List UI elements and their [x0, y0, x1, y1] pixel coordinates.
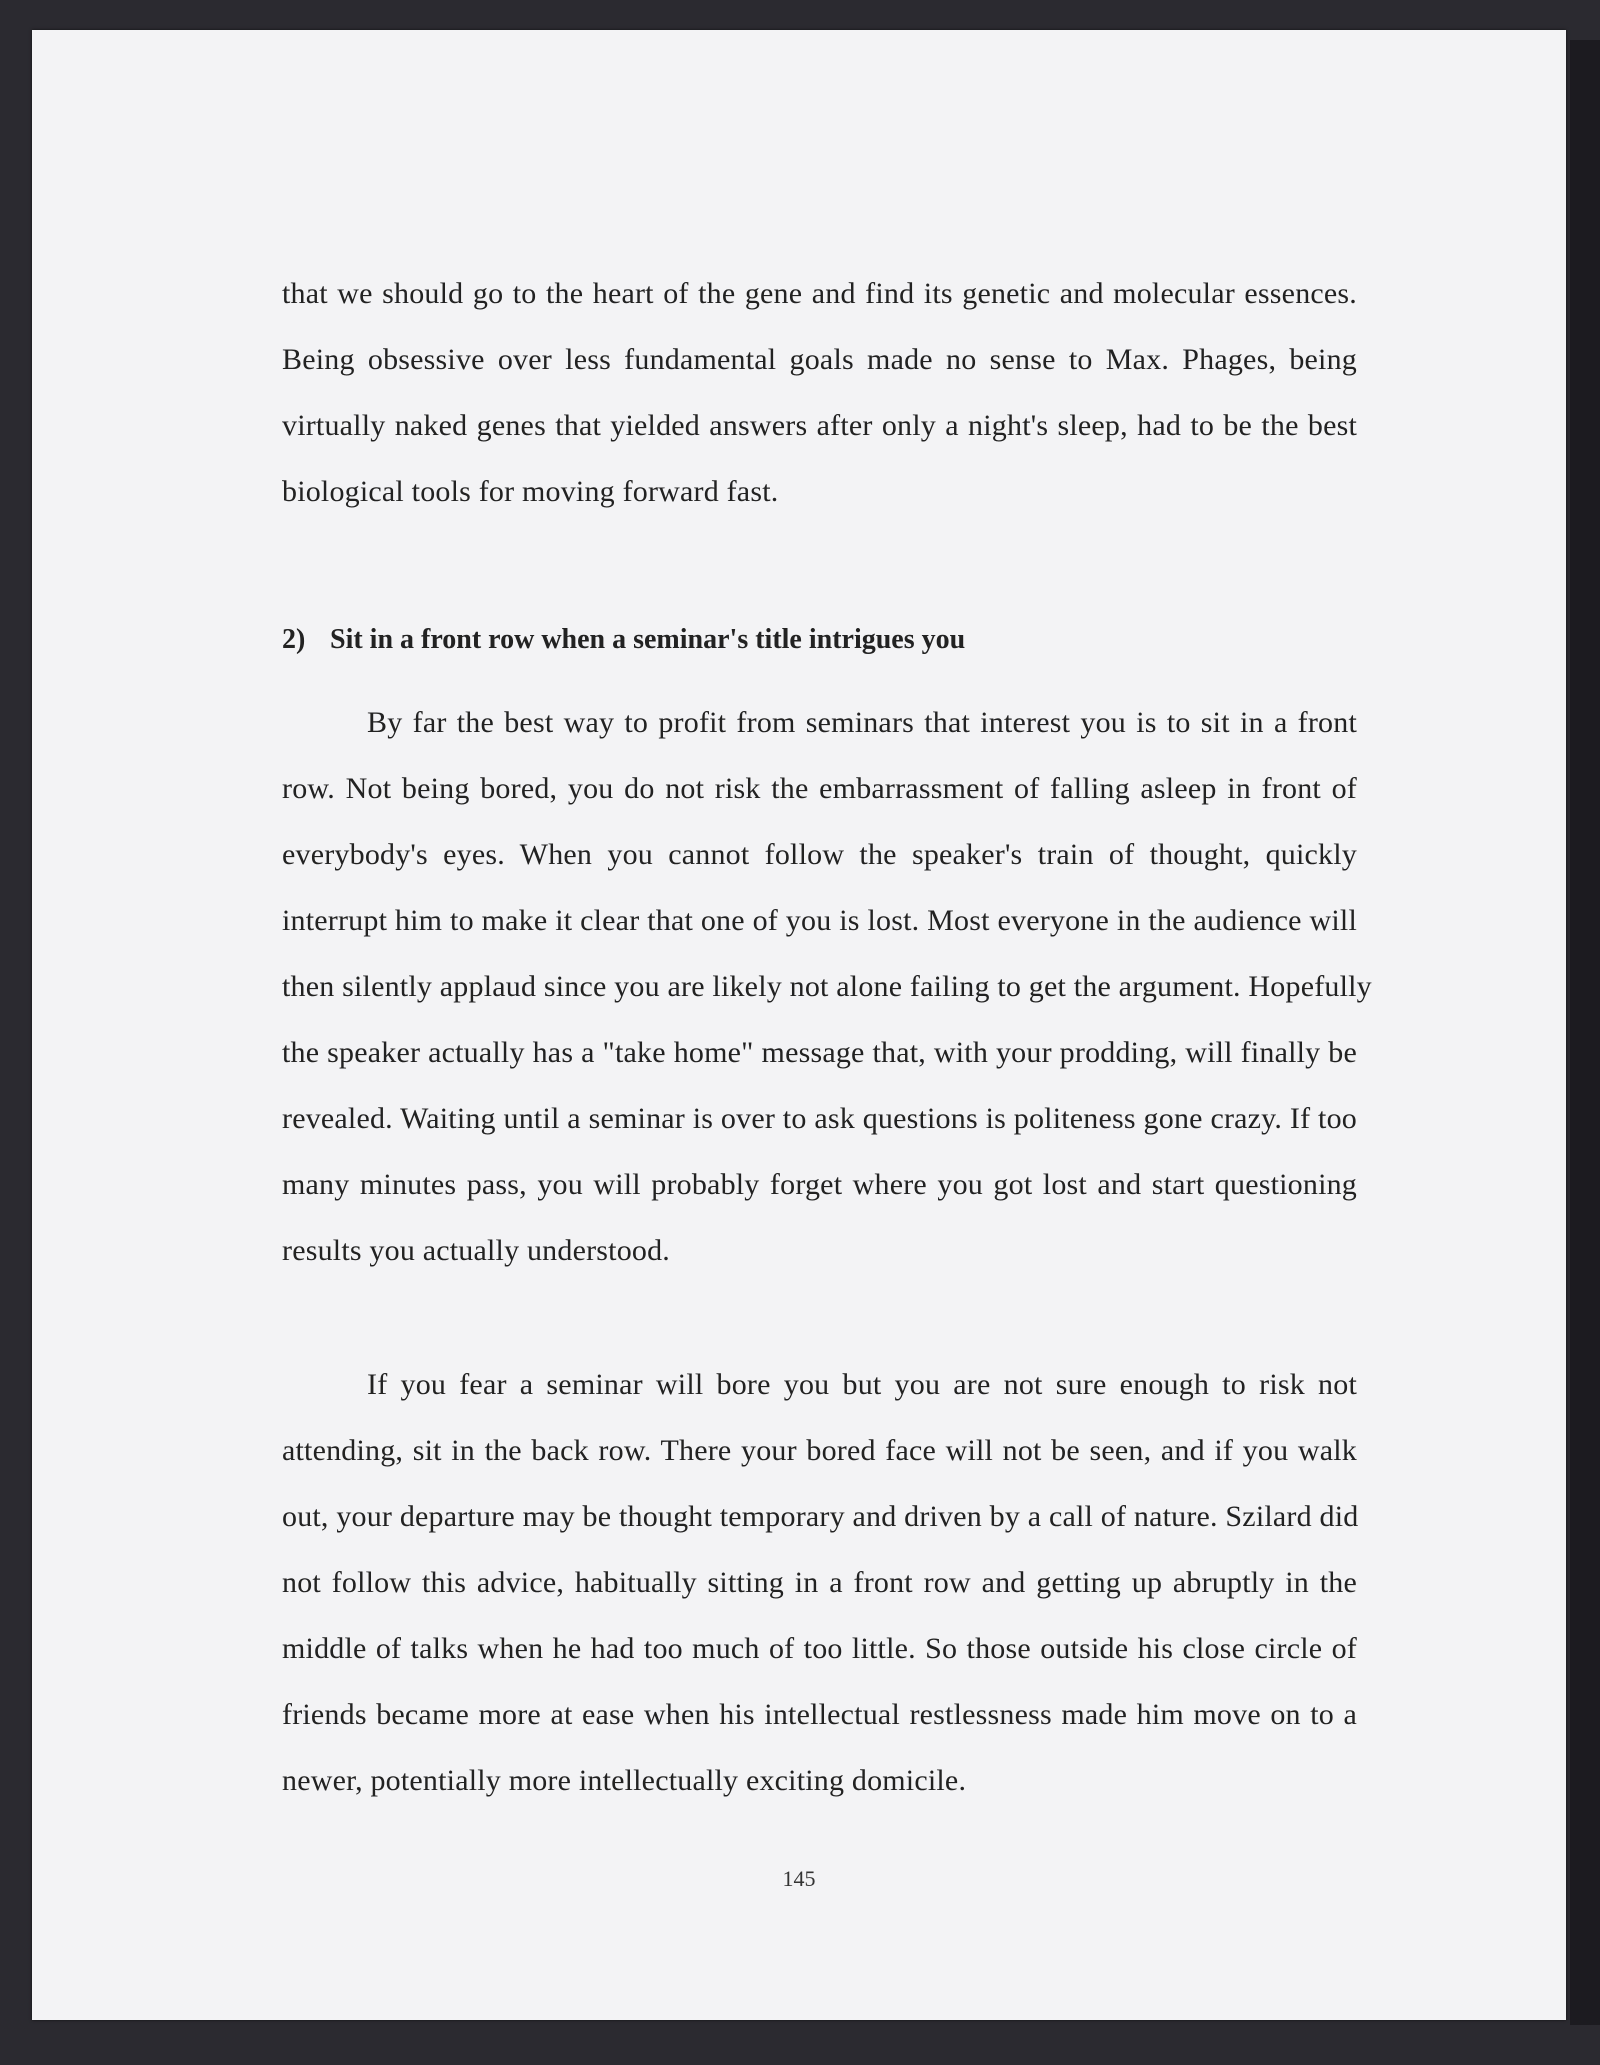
body-text-line: out, your departure may be thought temporary and driven by a call of nature. Szilard did [282, 1500, 1359, 1533]
body-text-line: the speaker actually has a "take home" message that, with your prodding, will finally be [282, 1036, 1357, 1069]
body-text-line: biological tools for moving forward fast. [282, 475, 779, 508]
document-page [32, 30, 1566, 2020]
body-text-line: friends became more at ease when his intellectual restlessness made him move on to a [282, 1698, 1357, 1731]
body-text-line: many minutes pass, you will probably forget where you got lost and start questioning [282, 1168, 1357, 1201]
section-heading-text: Sit in a front row when a seminar's title intrigues you [330, 624, 966, 655]
section-heading [282, 624, 965, 656]
scan-background-edge [1570, 40, 1600, 2025]
page-number: 145 [782, 1866, 816, 1891]
body-text-line: If you fear a seminar will bore you but you are not sure enough to risk not [367, 1368, 1357, 1401]
body-text-line: that we should go to the heart of the gene and find its genetic and molecular essences. [282, 277, 1357, 310]
body-text-line: revealed. Waiting until a seminar is over to ask questions is politeness gone crazy. If too [282, 1102, 1357, 1135]
body-text-line: row. Not being bored, you do not risk the embarrassment of falling asleep in front of [282, 772, 1357, 805]
body-text-line: virtually naked genes that yielded answers after only a night's sleep, had to be the best [282, 409, 1357, 442]
body-text-line: middle of talks when he had too much of too little. So those outside his close circle of [282, 1632, 1357, 1665]
body-text-line: newer, potentially more intellectually exciting domicile. [282, 1764, 967, 1797]
body-text-line: interrupt him to make it clear that one of you is lost. Most everyone in the audience will [282, 904, 1357, 937]
body-text-line: everybody's eyes. When you cannot follow the speaker's train of thought, quickly [282, 838, 1357, 871]
body-text-line: results you actually understood. [282, 1234, 670, 1267]
body-text-line: By far the best way to profit from seminars that interest you is to sit in a front [367, 706, 1357, 739]
section-heading-number: 2) [282, 624, 306, 655]
body-text-line: then silently applaud since you are likely not alone failing to get the argument. Hopefully [282, 970, 1372, 1003]
body-text-line: attending, sit in the back row. There your bored face will not be seen, and if you walk [282, 1434, 1357, 1467]
body-text-line: not follow this advice, habitually sitting in a front row and getting up abruptly in the [282, 1566, 1357, 1599]
body-text-line: Being obsessive over less fundamental goals made no sense to Max. Phages, being [282, 343, 1357, 376]
